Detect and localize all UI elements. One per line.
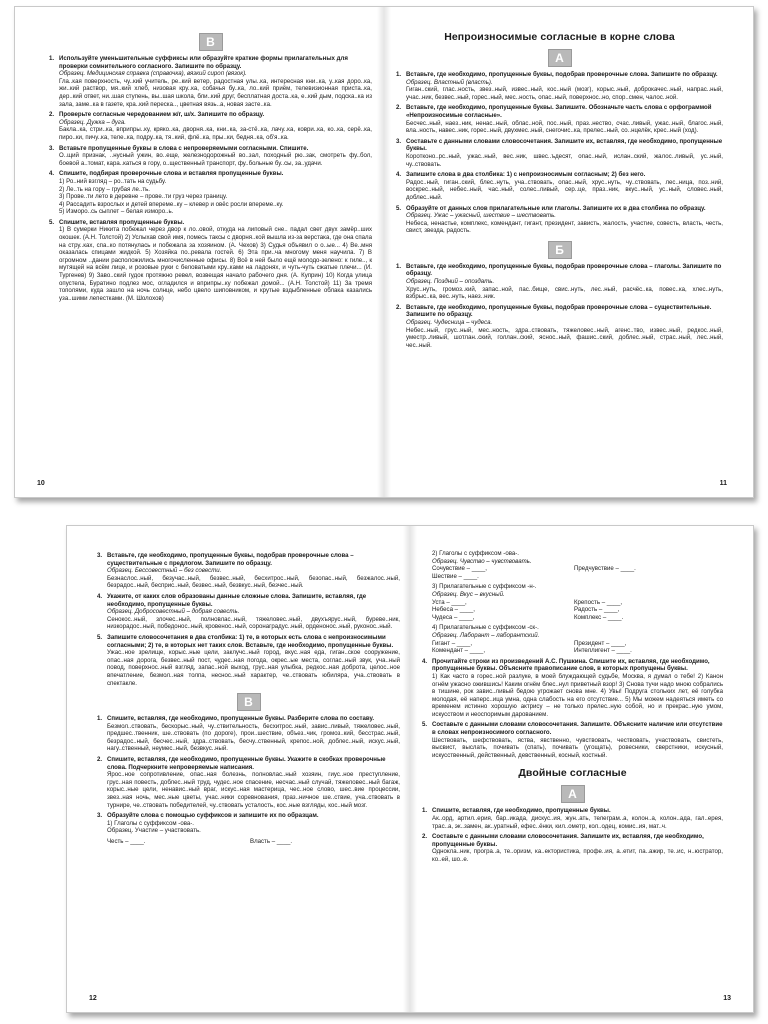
exercise-number: 4. bbox=[49, 170, 55, 178]
exercise bbox=[422, 833, 723, 863]
exercise-heading bbox=[49, 111, 372, 119]
exercise-heading bbox=[97, 756, 400, 771]
exercise-number: 2. bbox=[49, 111, 55, 119]
exercise-heading bbox=[422, 658, 723, 673]
exercise-body: Ужас..ное зрелище, корыс..ные цели, заклучс..ный город, вкус..ная еда, гиган..ское сооружение, опас..ная дорога, безвес..ный пост, чудес..ная погода, окрес..ые места, соглас..ный звук, уча..ный повод, поверхнос..ный взгляд, запас..ной выход, грус..ная улыбка, редкос..ная доброта, целос..ное впечатление, безмол..ная толпа, неснос..ный характер, че..ствовать юбиляра, уча..ствовать в спектакле. bbox=[107, 649, 400, 687]
exercise-instruction: Используйте уменьшительные суффиксы или образуйте краткие формы прилагательных для проверки сомнительного согласного. Запишите по образцу. bbox=[59, 55, 348, 70]
exercise-number: 5. bbox=[97, 633, 103, 641]
exercise-instruction: Запишите словосочетания в два столбика: 1) те, в которых есть слова с непроизносимыми согласными; 2) те, в которых нет таких слов. Вставьте, где необходимо, пропущенные буквы. bbox=[107, 633, 394, 649]
section-badge-v: В bbox=[199, 33, 223, 51]
book-spread-bottom bbox=[66, 525, 754, 1013]
exercise bbox=[396, 171, 723, 201]
exercise bbox=[97, 715, 400, 753]
section-badge-a: А bbox=[548, 49, 572, 67]
exercise-heading bbox=[422, 833, 723, 848]
exercise-instruction: Составьте с данными словами словосочетания. Запишите их, вставляя, где необходимо, пропущенные буквы. bbox=[406, 137, 723, 153]
exercise-heading bbox=[422, 721, 723, 736]
exercise bbox=[422, 807, 723, 830]
exercise-heading bbox=[396, 263, 723, 278]
exercise-number: 1. bbox=[422, 807, 428, 815]
exercise-body: Небеса, ненастье, комплекс, комендант, гигант, президент, зависть, жалость, участие, совесть, власть, честь, свист, звезда, радость. bbox=[406, 219, 723, 235]
exercise-body: Ярос..ное сопротивление, опас..ная болезнь, полновлас..ный хозяин, гиус..ное преступление, грус..ная повесть, доблес..ный труд, чудес..ное спасение, несчас..ный случай, тяжеловес..ный багаж, корыс..ные цели, ненавис..ный враг, искус..ная мастерица, чес..ное слово, шес..вие процессии, звез..ная ночь, мес..ные цветы, учас..ники соревнования, праз..ничное ше..ствие, уча..ствовать в турнире, че..ствовать победителей, чу..ствовать усталость, кос..ные взгляды, кос..ный мозг. bbox=[107, 771, 400, 809]
exercise-body: Гиган..ский, глас..ность, звез..ный, извес..ный, кос..ный (мозг), корыс..ный, доброкачес..ный, напрас..ный, учас..ник, безвес..ный, горес..ный, мес..ность, опас..ный, поверхнос..но, спор..смен, чалос..ной. bbox=[406, 86, 723, 101]
group-heading: 2) Глаголы с суффиксом -ова-. bbox=[432, 550, 520, 557]
exercise bbox=[97, 552, 400, 590]
exercise-sample: Образец. Ужас – ужасный, шествие – шествовать. bbox=[406, 212, 557, 220]
exercise-number: 5. bbox=[49, 218, 55, 226]
fill-item: Сочувствие – ____, bbox=[432, 565, 487, 573]
exercise-instruction: Проверьте согласные чередованием ж/г, ш/х. Запишите по образцу. bbox=[59, 111, 265, 119]
exercise-body: Бакла..ка, стри..ка, вприпры..ку, кряко..ка, дворня..ка, кни..ка, за-стё..ка, лачу..ка, коври..ка, ко..ка, серё..ка, пиро..ки, пичу..ка, теле..ка, подру..ка, тя..кий, флё..ка, пры..ки, бедня..ка, об'я..ка. bbox=[59, 126, 372, 141]
page-13 bbox=[410, 526, 753, 1012]
exercise bbox=[97, 756, 400, 809]
exercise-body: Шествовать, шефствовать, яства, явственно, чувствовать, чествовать, участвовать, свистеть, высвист, выслать, почивать (спать), почивать (угощать), ровесники, сверстники, искусный, искусственный, действенный, девственный, косный, костный. bbox=[432, 736, 723, 759]
exercise-heading bbox=[396, 138, 723, 153]
exercise-instruction: Спишите, вставляя, где необходимо, пропущенные буквы. bbox=[432, 807, 611, 815]
exercise-instruction: Вставьте, где необходимо, пропущенные буквы, подобрав проверочные слова – существительные. Запишите по образцу. bbox=[406, 303, 712, 319]
exercise-heading bbox=[97, 812, 400, 820]
exercise bbox=[97, 812, 400, 835]
fill-item: Гигант – ____, bbox=[432, 639, 473, 647]
group-sample: Образец. Лаборант – лаборантский. bbox=[432, 631, 540, 639]
exercise-heading bbox=[97, 593, 400, 608]
exercise-list bbox=[97, 552, 400, 687]
suffix-group bbox=[422, 583, 723, 621]
exercise bbox=[396, 263, 723, 301]
exercise-heading bbox=[97, 552, 400, 567]
exercise-item: 5) Изморо..сь сыплет – белая изморо..ь. bbox=[59, 208, 174, 216]
exercise bbox=[396, 304, 723, 350]
exercise-body: Сенокос..ный, злочес..ный, полновлас..ный, тяжеловес..ный, двухъярус..ный, буреве..ник, низкорадос..ный, победонос..ный, кровенос..ный, соронаградус..ный, орденонос..ный, руконос..ный. bbox=[107, 615, 400, 631]
exercise-number: 1. bbox=[97, 715, 103, 723]
exercise-heading bbox=[396, 71, 723, 79]
exercise-list-b bbox=[97, 715, 400, 835]
exercise-instruction: Запишите слова в два столбика: 1) с непроизносимым согласным; 2) без него. bbox=[406, 171, 646, 179]
exercise bbox=[396, 104, 723, 134]
exercise-item: 3) Прове..ти лето в деревне – прове..ти груз через границу. bbox=[59, 193, 228, 201]
page-number: 13 bbox=[723, 995, 731, 1002]
exercise-number: 3. bbox=[396, 137, 402, 145]
page-12 bbox=[67, 526, 410, 1012]
exercise-number: 5. bbox=[422, 721, 428, 729]
exercise-instruction: Образуйте от данных слов прилагательные или глаголы. Запишите их в два столбика по образцу. bbox=[406, 204, 706, 212]
fill-item: Шествие – ____. bbox=[432, 572, 479, 580]
exercise-body: Радос..ный, гиган..ский, блес..нуть, уча..ствовать, опас..ный, хрус..нуть, чу..ствовать, лес..ница, поз..ний, воскрес..ный, небес..ный, час..ный, солес..ливый, сер..це, праз..ник, вкус..ный, ус..ный, словес..ный, доблес..ный. bbox=[406, 178, 723, 201]
exercise-item: 1) Ро..ний взгляд – ро..тать на судьбу. bbox=[59, 177, 167, 185]
exercise-body: 1) В сумерки Никита побежал через двор к ло..овой, откуда на липовый сне.. падал свет двух замёр..ших окошек. (А.Н. Толстой) 2) Услыхав свой имя, помесь таксы с дворня..кой вышла из-за верстака, где она спала на стру..ках, спа..ко потянулась и побежала за хозяином. (А. Чехов) 3) Судья объявил о о..ые... 4) Ве..мня оказалась спицами жидкой. 5) Хозяйка по..ревала гостей. 6) Эта при..ча многому меня научила. 7) В огромном ..дании расположились многочисленные офисы. 8) Всё в ней было ещё молодо-зелено: к гиле.., к мутящей на всём лице, и розовые руки с беловатыми кру..ками на ладонях, и чуть-чуть сжатые плечи... (И. Тургенев) 9) Заво..ский гудок протяжно ревел, возвещая начало рабочего дня. (А. Куприн) 10) Когда улица опустела, Буратино подлез мос, огладился и вприпры..ку побежал домой... (А.Н. Толстой) 11) За тремя тополями, куда зашло на ночь солнце, небо цвело шиповником, и крутые вздыбленные облака казались уза..шими лепестками. (М. Шолохов) bbox=[59, 226, 372, 302]
fill-row bbox=[422, 647, 723, 655]
exercise-item: 1) Глаголы с суффиксом -ова-. bbox=[107, 819, 195, 827]
exercise-sample: Образец. Бессовестный – без совести. bbox=[107, 567, 222, 575]
exercise-heading bbox=[97, 634, 400, 649]
fill-item: Интеллигент – ____. bbox=[573, 647, 632, 655]
exercise-instruction: Составьте с данными словами словосочетания. Запишите их, вставляя, где необходимо, пропущенные буквы. bbox=[432, 833, 704, 848]
exercise-instruction: Спишите, вставляя, где необходимо, пропущенные буквы. Укажите в скобках проверочные слова. Подчеркните непроверяемые написания. bbox=[107, 756, 386, 771]
exercise bbox=[97, 593, 400, 631]
exercise-sample: Образец. Дужка – дуга. bbox=[59, 118, 126, 126]
exercise-instruction: Спишите, подбирая проверочные слова и вставляя пропущенные буквы. bbox=[59, 170, 284, 178]
section-badge-v: В bbox=[237, 693, 261, 711]
exercise-body: Ак..орд, артил..ерия, бар..икада, дискус..ия, жун..ать, телеграм..а, колон..а, колон..ада, гал..ерея, трас..а, эк..замен, ак..уратный, ефес..ёнки, кил..ометр, кол..одец, комис..ия, мат..ч. bbox=[432, 815, 723, 830]
section-badge-b: Б bbox=[548, 241, 572, 259]
exercise-instruction: Спишите, вставляя пропущенные буквы. bbox=[59, 218, 185, 226]
fill-row bbox=[422, 599, 723, 607]
exercise-number: 4. bbox=[422, 657, 428, 665]
page-10 bbox=[15, 7, 384, 497]
exercise-number: 3. bbox=[97, 552, 103, 559]
exercise-list bbox=[422, 658, 723, 760]
exercise-sample: Образец. Медицинская справка (справочка), вязкий сироп (вязок). bbox=[59, 70, 247, 78]
exercise bbox=[49, 145, 372, 168]
exercise bbox=[49, 219, 372, 303]
exercise bbox=[49, 111, 372, 141]
exercise-instruction: Образуйте слова с помощью суффиксов и запишите их по образцам. bbox=[107, 812, 319, 820]
exercise-instruction: Вставьте пропущенные буквы в слова с непроверяемыми согласными. Спишите. bbox=[59, 144, 309, 152]
page-number: 12 bbox=[89, 995, 97, 1002]
exercise-body: Одноклa..ник, програ..а, те..оризм, ка..ектористика, профе..ия, а..етит, па..ажир, те..ис, н..юстратор, ко..ей, шо..е. bbox=[432, 848, 723, 863]
exercise-sample: Образец. Чудесница – чудеса. bbox=[406, 319, 493, 327]
suffix-group bbox=[422, 550, 723, 580]
exercise-list-a bbox=[396, 71, 723, 235]
section-title: Непроизносимые согласные в корне слова bbox=[444, 31, 675, 43]
exercise-heading bbox=[97, 715, 400, 723]
exercise-heading bbox=[396, 104, 723, 119]
exercise-number: 4. bbox=[396, 171, 402, 179]
exercise-heading bbox=[396, 304, 723, 319]
fill-item: Честь – ____. bbox=[107, 838, 146, 845]
page-11 bbox=[384, 7, 753, 497]
exercise-heading bbox=[49, 55, 372, 70]
fill-item: Президент – ____, bbox=[573, 639, 627, 647]
exercise-body: Хрус..нуть, громоз..кий, запас..ной, пас..бище, свис..нуть, лес..ный, расчёс..ка, повес..ка, хлес..нуть, взбрыс..ка, вес..нуть, наез..ник. bbox=[406, 285, 723, 301]
fill-row bbox=[422, 640, 723, 648]
exercise-instruction: Вставьте, где необходимо, пропущенные буквы, подобрав проверочные слова – существительные с предлогом. Запишите по образцу. bbox=[107, 552, 354, 567]
fill-row bbox=[422, 565, 723, 573]
exercise-instruction: Укажите, от каких слов образованы данные сложные слова. Запишите, вставляя, где необходимо, пропущенные буквы. bbox=[107, 592, 367, 608]
exercise-body: Гла..кая поверхность, чу..кий учитель, ре..кий ветер, радостная улы..ка, интересная кни..ка, у..кая доро..ка, жи..кий раствор, мя..кий хлеб, низовая кру..ка, собачья бу..ка, ло..кий приём, телевизионная приста..ка, дер..кий ответ, ни..шая ступень, вы..шая школа, бли..кий друг, бесплатная доста..ка, е..кий дым, подска..ка из зала, заме..ка в газете, кра..кий переска.., цветная вязь..а, новая засте..ка. bbox=[59, 77, 372, 108]
exercise-body: О..щий признак, ..нусный ужин, во..еще, железнодорожный во..зал, походный рю..зак, смотреть фу..бол, боевой а..томат, кара..каться в гору, о..щественный транспорт, фу..больные бу..сы, за..удачи. bbox=[59, 152, 372, 167]
exercise-heading bbox=[422, 807, 723, 815]
exercise-item: 4) Рассадить взрослых и детей впереме..ку – клевер и овёс росли впереме..ку. bbox=[59, 200, 284, 208]
exercise-sample: Образец. Поздний – опоздать. bbox=[406, 278, 495, 286]
exercise-body: Бесчес..ный, наез..ник, ненас..ный, облас..ной, пос..ный, праз..нество, счас..ливый, ужас..ный, благос..ный, вла..ность, навес..ник, горес..ный, двухмес..ный, снегочис..ка, прелес..ный, со..нцелёк, крес..ный (ход). bbox=[406, 119, 723, 135]
exercise bbox=[396, 205, 723, 235]
exercise-list bbox=[49, 55, 372, 302]
exercise-instruction: Спишите, вставляя, где необходимо, пропущенные буквы. Разберите слова по составу. bbox=[107, 715, 375, 723]
exercise-number: 2. bbox=[422, 833, 428, 841]
exercise bbox=[97, 634, 400, 687]
exercise bbox=[422, 721, 723, 759]
fill-item: Власть – ____. bbox=[250, 838, 293, 845]
exercise-number: 1. bbox=[396, 71, 402, 78]
group-heading: 4) Прилагательные с суффиксом -ск-. bbox=[432, 624, 539, 632]
exercise-heading bbox=[49, 145, 372, 153]
group-sample: Образец. Вкус – вкусный. bbox=[432, 590, 505, 598]
exercise-body: Безмол..ствовать, бескорыс..ный, чу..ствительность, бесхитрос..ный, завис..ливый, тяжеловес..ный, предшес..твенник, ше..ствовать (по дороге), прои..шествие, объез..чик, громоз..кий, бесстрас..ный, безрадос..ный, бесчес..ный, здра..ствовать, бесчу..ственный, крепос..ной, доблес..ный, искус..ный, нагу..ственный, неумес..ный, безвкус..ный. bbox=[107, 722, 400, 753]
group-sample: Образец. Чувство – чувствовать. bbox=[432, 557, 532, 565]
exercise-number: 1. bbox=[49, 55, 55, 62]
exercise-item: 2) Ле..ть на гору – грубая ле..ть. bbox=[59, 185, 150, 193]
exercise-sample: Образец. Добросовестный – добрая совесть. bbox=[107, 608, 240, 616]
exercise-number: 2. bbox=[396, 303, 402, 311]
exercise-body: Безнаслос..ный, безучас..ный, безвес..ный, бесхитрос..ный, безопас..ный, безжалос..ный, безрадос..ный, бесприс..ный, безвес..ный, безвкус..ный, безчес..ный. bbox=[107, 574, 400, 590]
page-number: 11 bbox=[719, 480, 727, 487]
exercise-number: 5. bbox=[396, 204, 402, 212]
exercise-instruction: Вставьте, где необходимо, пропущенные буквы. Запишите. Обозначьте часть слова с орфограммой «Непроизносимые согласные». bbox=[406, 104, 712, 119]
fill-item: Чудеса – ____, bbox=[432, 613, 475, 621]
exercise bbox=[422, 658, 723, 719]
exercise bbox=[49, 170, 372, 216]
exercise-number: 1. bbox=[396, 262, 402, 270]
exercise-instruction: Вставьте, где необходимо, пропущенные буквы, подобрав проверочные слова. Запишите по образцу. bbox=[406, 71, 718, 78]
fill-row bbox=[422, 573, 723, 581]
suffix-groups bbox=[422, 550, 723, 655]
exercise-instruction: Составьте с данными словами словосочетания. Запишите. Объясните наличие или отсутствие в словах непроизносимого согласного. bbox=[432, 721, 723, 737]
fill-row bbox=[422, 606, 723, 614]
page-number: 10 bbox=[37, 480, 45, 487]
exercise-instruction: Вставьте, где необходимо, пропущенные буквы, подобрав проверочные слова – глаголы. Запишите по образцу. bbox=[406, 262, 722, 278]
exercise-heading bbox=[396, 205, 723, 213]
fill-item: Крепость – ____, bbox=[573, 598, 623, 606]
exercise-list-a bbox=[422, 807, 723, 863]
exercise-number: 2. bbox=[396, 104, 402, 112]
exercise-heading bbox=[49, 170, 372, 178]
suffix-group bbox=[422, 624, 723, 654]
fill-item: Комендант – ____, bbox=[432, 647, 486, 655]
section-badge-a: А bbox=[561, 785, 585, 803]
section-title: Двойные согласные bbox=[518, 767, 627, 780]
exercise-sample: Образец. Властный (власть). bbox=[406, 78, 493, 86]
exercise-item: Образец. Участие – участвовать. bbox=[107, 827, 201, 835]
exercise-number: 4. bbox=[97, 592, 103, 600]
exercise-body: 1) Как часто в горес..ной разлуке, в моей блуждающей судьбе, Москва, я думал о тебе! 2) Канон огнём ужасно ожившись! Каким огнём блес..нул приветный взор! 3) Снова тучи надо мною собрались в тишине, рок завис..ливый бедою угрожает снова мне. 4) Увы! Подруга стольких лет, её голубка молодая, её наперс..ица умна, одна слабость на его отсутствие... 5) Мы можем надеяться иметь со временем истинно хорошую актрису – не только прелес..ную собой, но и прекрас..ную умом, искусством и неоспоримым дарованием. bbox=[432, 672, 723, 718]
exercise-heading bbox=[49, 219, 372, 227]
exercise-number: 2. bbox=[97, 756, 103, 764]
fill-item: Радость – ____, bbox=[573, 606, 620, 614]
fill-row bbox=[422, 614, 723, 622]
group-heading: 3) Прилагательные с суффиксом -н-. bbox=[432, 583, 537, 591]
exercise-number: 3. bbox=[97, 812, 103, 820]
fill-item: Комплекс – ____. bbox=[573, 613, 624, 621]
book-spread-top bbox=[14, 6, 754, 498]
exercise-body: Небес..ный, грус..ный, мес..ность, здра..ствовать, тяжеловес..ный, агенс..тво, извес..ный, редкос..ный, уместр..ливый, шотлан..ский, голлан..ский, яснос..ный, фашис..ский, доблес..ный, страс..ный, лес..ный, чес..ный. bbox=[406, 326, 723, 349]
exercise-number: 3. bbox=[49, 144, 55, 152]
fill-item: Уста – ____, bbox=[432, 598, 467, 606]
exercise bbox=[396, 138, 723, 168]
fill-row bbox=[97, 838, 400, 846]
exercise-instruction: Прочитайте строки из произведений А.С. Пушкина. Спишите их, вставляя, где необходимо, пропущенные буквы. Объясните правописание слов, в которых пропущены буквы. bbox=[432, 657, 710, 673]
exercise bbox=[396, 71, 723, 101]
fill-item: Небеса – ____, bbox=[432, 606, 475, 614]
exercise-body: Коротконо..рс..ный, ужас..ный, вес..ник, швес..ъдесят, опас..ный, ислан..ский, жалос..ливый, ус..ный, чу..ствовать. bbox=[406, 152, 723, 168]
exercise-list-b bbox=[396, 263, 723, 350]
fill-item: Предчувствие – ____. bbox=[573, 565, 636, 573]
exercise-heading bbox=[396, 171, 723, 179]
exercise bbox=[49, 55, 372, 108]
